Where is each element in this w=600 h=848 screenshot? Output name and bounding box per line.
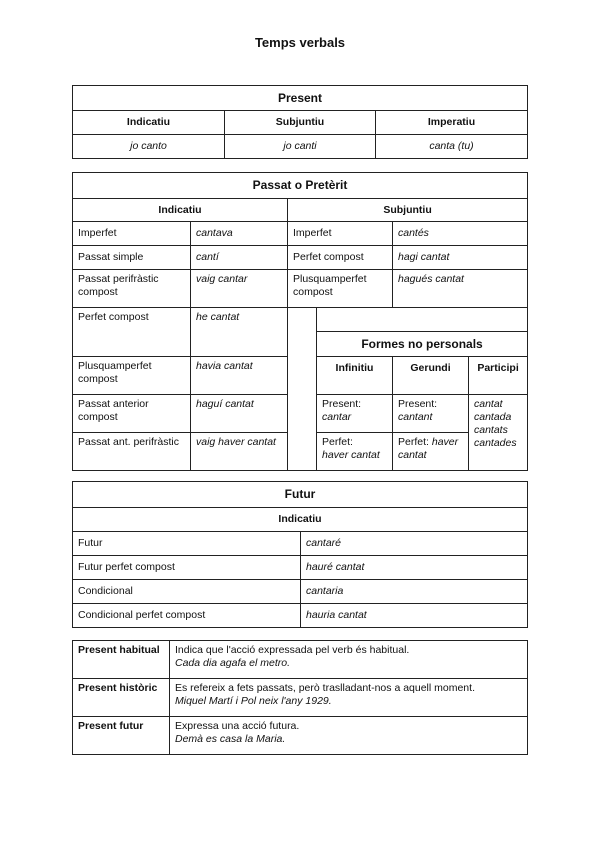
gerundi-present-value: cantant	[398, 411, 433, 423]
passat-table	[72, 172, 528, 471]
futur-label: Futur	[73, 532, 301, 556]
ind-label: Passat simple	[73, 246, 191, 270]
subj-form: hagués cantat	[393, 270, 528, 308]
ind-label: Imperfet	[73, 222, 191, 246]
us-desc: Es refereix a fets passats, però traslladant-nos a aquell moment.	[175, 682, 475, 694]
present-header-imperatiu: Imperatiu	[376, 111, 528, 135]
ind-form: vaig cantar	[191, 270, 288, 308]
ind-label: Passat ant. perifràstic	[73, 433, 191, 471]
subj-label: Plusquamperfet compost	[288, 270, 393, 308]
gerundi-perfet	[393, 433, 469, 471]
us-example: Cada dia agafa el metro.	[175, 657, 290, 669]
formes-header-gerundi: Gerundi	[393, 357, 469, 395]
participi-form: cantada	[474, 411, 512, 423]
participi-forms	[469, 395, 528, 471]
gerundi-perfet-value-b: cantat	[398, 449, 427, 461]
us-example: Miquel Martí i Pol neix l'any 1929.	[175, 695, 332, 707]
futur-form: hauré cantat	[301, 556, 528, 580]
gerundi-perfet-value-a: haver	[431, 436, 459, 448]
gerundi-present	[393, 395, 469, 433]
gerundi-perfet-label: Perfet:	[398, 436, 429, 448]
ind-form: he cantat	[191, 308, 288, 357]
present-table	[72, 85, 528, 159]
futur-label: Condicional	[73, 580, 301, 604]
participi-form: cantat	[474, 398, 503, 410]
subj-form: hagi cantat	[393, 246, 528, 270]
present-title: Present	[73, 86, 528, 111]
ind-form: cantí	[191, 246, 288, 270]
ind-label: Passat anterior compost	[73, 395, 191, 433]
passat-header-indicatiu: Indicatiu	[73, 199, 288, 222]
us-label: Present habitual	[73, 641, 170, 679]
futur-subheader: Indicatiu	[73, 508, 528, 532]
formes-header-participi: Participi	[469, 357, 528, 395]
blank-cell	[317, 308, 528, 332]
passat-header-subjuntiu: Subjuntiu	[288, 199, 528, 222]
us-content	[170, 679, 528, 717]
participi-form: cantades	[474, 437, 517, 449]
present-header-subjuntiu: Subjuntiu	[225, 111, 376, 135]
infinitiu-perfet-value: haver cantat	[322, 449, 380, 461]
formes-title: Formes no personals	[317, 332, 528, 357]
subj-label: Imperfet	[288, 222, 393, 246]
participi-form: cantats	[474, 424, 508, 436]
us-desc: Indica que l'acció expressada pel verb és habitual.	[175, 644, 410, 656]
futur-label: Condicional perfet compost	[73, 604, 301, 628]
infinitiu-perfet	[317, 433, 393, 471]
ind-form: haguí cantat	[191, 395, 288, 433]
formes-header-infinitiu: Infinitiu	[317, 357, 393, 395]
infinitiu-perfet-label: Perfet:	[322, 436, 353, 448]
futur-form: cantaria	[301, 580, 528, 604]
ind-form: havia cantat	[191, 357, 288, 395]
us-content	[170, 641, 528, 679]
subj-label: Perfet compost	[288, 246, 393, 270]
usos-table	[72, 640, 528, 755]
passat-title: Passat o Pretèrit	[73, 173, 528, 199]
us-example: Demà es casa la Maria.	[175, 733, 286, 745]
present-header-indicatiu: Indicatiu	[73, 111, 225, 135]
present-indicatiu: jo canto	[73, 135, 225, 159]
us-desc: Expressa una acció futura.	[175, 720, 300, 732]
gerundi-present-label: Present:	[398, 398, 438, 410]
spacer-cell	[288, 308, 317, 471]
ind-label: Passat perifràstic compost	[73, 270, 191, 308]
present-subjuntiu: jo canti	[225, 135, 376, 159]
infinitiu-present-label: Present:	[322, 398, 362, 410]
futur-table	[72, 481, 528, 628]
subj-form: cantés	[393, 222, 528, 246]
futur-form: cantaré	[301, 532, 528, 556]
page-title: Temps verbals	[254, 35, 346, 50]
infinitiu-present-value: cantar	[322, 411, 352, 423]
ind-label: Perfet compost	[73, 308, 191, 357]
ind-form: cantava	[191, 222, 288, 246]
ind-label: Plusquamperfet compost	[73, 357, 191, 395]
us-label: Present històric	[73, 679, 170, 717]
us-content	[170, 717, 528, 755]
futur-form: hauria cantat	[301, 604, 528, 628]
futur-label: Futur perfet compost	[73, 556, 301, 580]
present-imperatiu: canta (tu)	[376, 135, 528, 159]
ind-form: vaig haver cantat	[191, 433, 288, 471]
infinitiu-present	[317, 395, 393, 433]
us-label: Present futur	[73, 717, 170, 755]
futur-title: Futur	[73, 482, 528, 508]
